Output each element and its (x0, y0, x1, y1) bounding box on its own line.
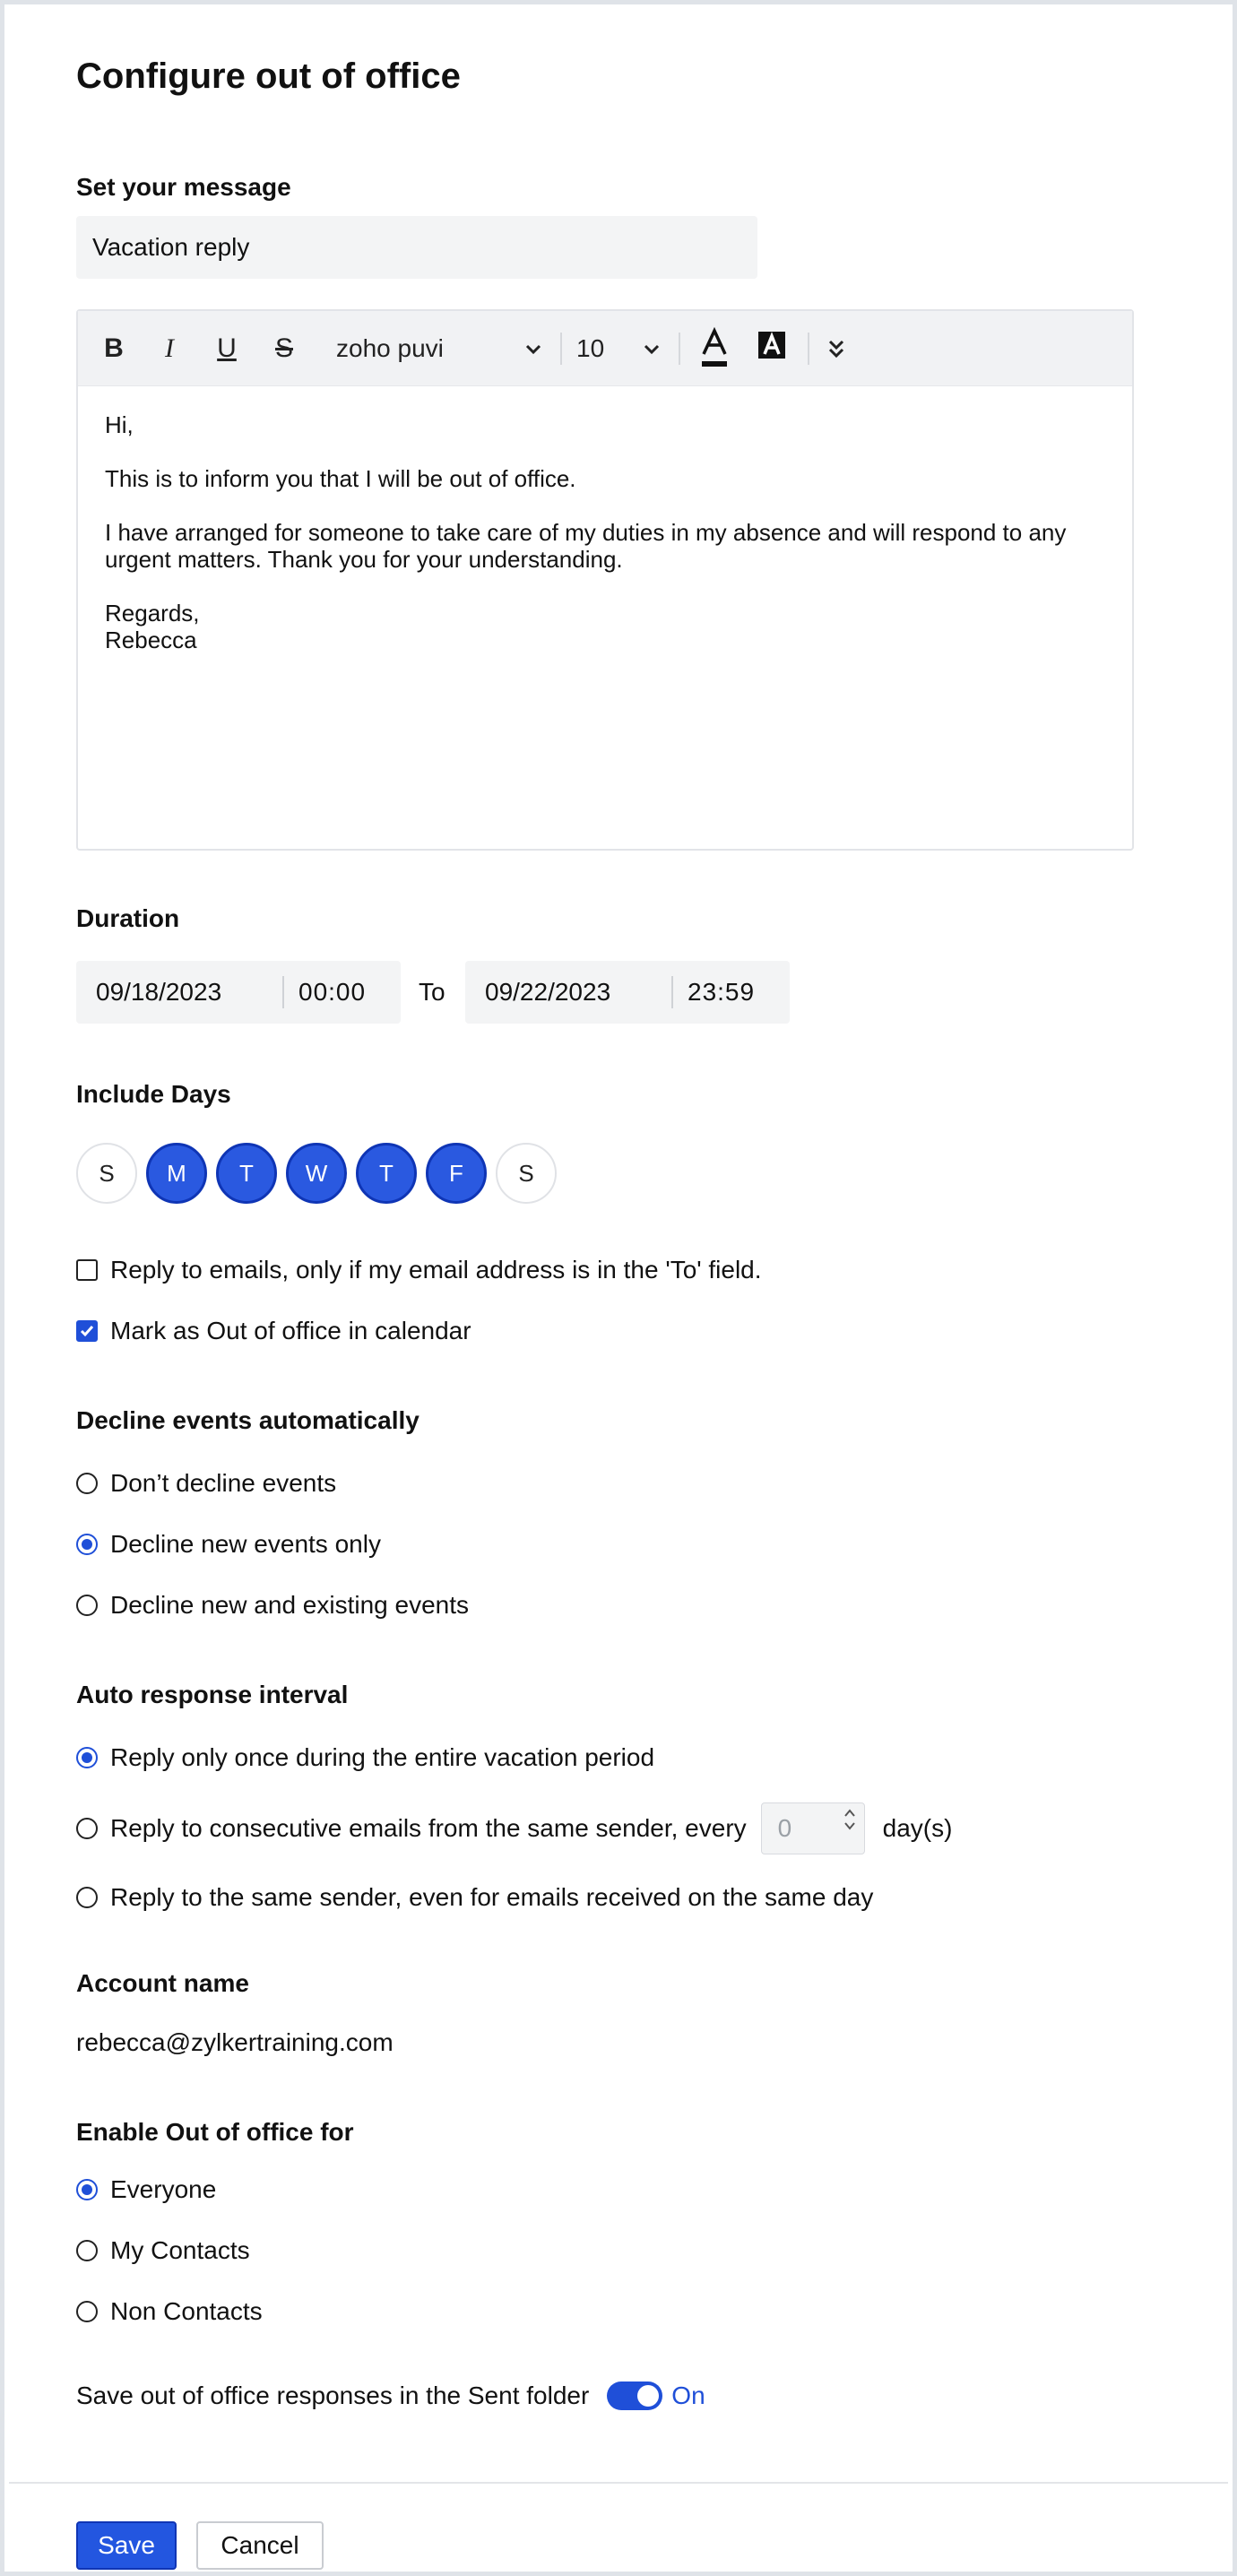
save-button[interactable]: Save (76, 2521, 177, 2570)
to-label: To (419, 978, 445, 1006)
day-monday[interactable]: M (146, 1143, 207, 1204)
day-wednesday[interactable]: W (286, 1143, 347, 1204)
decline-option[interactable] (76, 1591, 469, 1620)
account-name-value: rebecca@zylkertraining.com (76, 2028, 394, 2056)
body-greeting: Hi, (105, 411, 134, 438)
underline-icon[interactable]: U (217, 333, 237, 363)
sent-folder-state: On (671, 2382, 705, 2409)
text-color-icon[interactable] (688, 322, 741, 376)
day-sunday[interactable]: S (76, 1143, 137, 1204)
chevron-down-icon (643, 338, 661, 359)
decline-new-radio[interactable] (76, 1534, 98, 1555)
enable-for-option[interactable] (76, 2297, 263, 2326)
chevron-down-icon[interactable] (843, 1820, 857, 1832)
cancel-button[interactable]: Cancel (196, 2521, 324, 2570)
message-label: Set your message (76, 173, 291, 201)
decline-all-label: Decline new and existing events (110, 1591, 470, 1619)
interval-days-stepper[interactable] (761, 1802, 865, 1854)
editor-content[interactable] (105, 411, 1096, 653)
interval-sameday-label: Reply to the same sender, even for emails received on the same day (110, 1883, 874, 1911)
message-editor[interactable] (76, 309, 1134, 851)
chevron-down-icon (524, 338, 542, 359)
interval-days-suffix: day(s) (882, 1814, 953, 1842)
italic-icon[interactable]: I (165, 333, 174, 363)
enable-noncontacts-label: Non Contacts (110, 2297, 263, 2325)
day-friday[interactable]: F (426, 1143, 487, 1204)
end-time[interactable]: 23:59 (688, 978, 756, 1006)
subject-input[interactable] (76, 216, 757, 279)
more-options-icon[interactable] (815, 329, 858, 368)
body-paragraph: I have arranged for someone to take care of my duties in my absence and will respond to any urgent matters. Thank you for your understanding. (105, 519, 1067, 573)
reply-to-field-checkbox[interactable] (76, 1259, 98, 1281)
font-family-select[interactable] (336, 329, 542, 368)
reply-to-field-option[interactable] (76, 1256, 762, 1284)
font-size-select[interactable] (576, 329, 661, 368)
enable-noncontacts-radio[interactable] (76, 2301, 98, 2322)
chevron-up-icon[interactable] (843, 1807, 857, 1820)
body-signoff: Regards, (105, 600, 200, 627)
sent-folder-setting (76, 2382, 705, 2410)
highlight-color-icon[interactable] (747, 320, 797, 370)
toolbar-divider (560, 333, 562, 365)
bold-icon[interactable]: B (104, 333, 124, 363)
editor-toolbar (78, 311, 1132, 386)
end-date[interactable]: 09/22/2023 (485, 978, 611, 1006)
toolbar-divider (679, 333, 680, 365)
enable-everyone-radio[interactable] (76, 2179, 98, 2200)
enable-everyone-label: Everyone (110, 2175, 217, 2203)
reply-to-field-label: Reply to emails, only if my email address is in the 'To' field. (110, 1256, 762, 1284)
enable-for-option[interactable] (76, 2236, 250, 2265)
interval-label: Auto response interval (76, 1681, 349, 1708)
start-time[interactable]: 00:00 (298, 978, 367, 1006)
stepper-arrows[interactable] (843, 1807, 857, 1832)
enable-for-label: Enable Out of office for (76, 2118, 354, 2146)
mark-calendar-option[interactable] (76, 1317, 471, 1345)
sent-folder-label: Save out of office responses in the Sent folder (76, 2382, 590, 2409)
interval-once-radio[interactable] (76, 1747, 98, 1768)
start-datetime[interactable] (76, 961, 401, 1024)
decline-all-radio[interactable] (76, 1595, 98, 1616)
toggle-knob (637, 2385, 659, 2407)
enable-for-option[interactable] (76, 2175, 216, 2204)
day-thursday[interactable]: T (356, 1143, 417, 1204)
checkmark-icon (79, 1323, 95, 1339)
page-title: Configure out of office (76, 56, 461, 96)
mark-calendar-label: Mark as Out of office in calendar (110, 1317, 471, 1344)
font-size-value: 10 (576, 334, 605, 362)
decline-none-radio[interactable] (76, 1473, 98, 1494)
day-tuesday[interactable]: T (216, 1143, 277, 1204)
decline-new-label: Decline new events only (110, 1530, 381, 1558)
interval-consecutive-label: Reply to consecutive emails from the same sender, every (110, 1814, 747, 1842)
enable-contacts-label: My Contacts (110, 2236, 250, 2264)
body-paragraph: This is to inform you that I will be out of office. (105, 465, 576, 492)
interval-option[interactable] (76, 1743, 654, 1772)
interval-consecutive-radio[interactable] (76, 1818, 98, 1839)
interval-days-value: 0 (777, 1814, 792, 1842)
interval-option[interactable] (76, 1883, 873, 1912)
account-name-label: Account name (76, 1969, 249, 1997)
end-datetime[interactable] (465, 961, 790, 1024)
body-signature: Rebecca (105, 627, 197, 653)
footer-divider (9, 2482, 1228, 2484)
mark-calendar-checkbox[interactable] (76, 1320, 98, 1342)
enable-contacts-radio[interactable] (76, 2240, 98, 2261)
interval-option[interactable] (76, 1802, 952, 1854)
interval-sameday-radio[interactable] (76, 1887, 98, 1908)
decline-option[interactable] (76, 1530, 381, 1559)
decline-events-label: Decline events automatically (76, 1406, 420, 1434)
day-saturday[interactable]: S (496, 1143, 557, 1204)
decline-none-label: Don’t decline events (110, 1469, 337, 1497)
interval-once-label: Reply only once during the entire vacation period (110, 1743, 655, 1771)
include-days-label: Include Days (76, 1080, 231, 1108)
toolbar-divider (808, 333, 809, 365)
decline-option[interactable] (76, 1469, 336, 1498)
duration-label: Duration (76, 904, 180, 932)
strikethrough-icon[interactable]: S (274, 333, 293, 363)
font-family-value: zoho puvi (336, 334, 444, 362)
start-date[interactable]: 09/18/2023 (96, 978, 222, 1006)
sent-folder-toggle[interactable] (607, 2382, 662, 2410)
